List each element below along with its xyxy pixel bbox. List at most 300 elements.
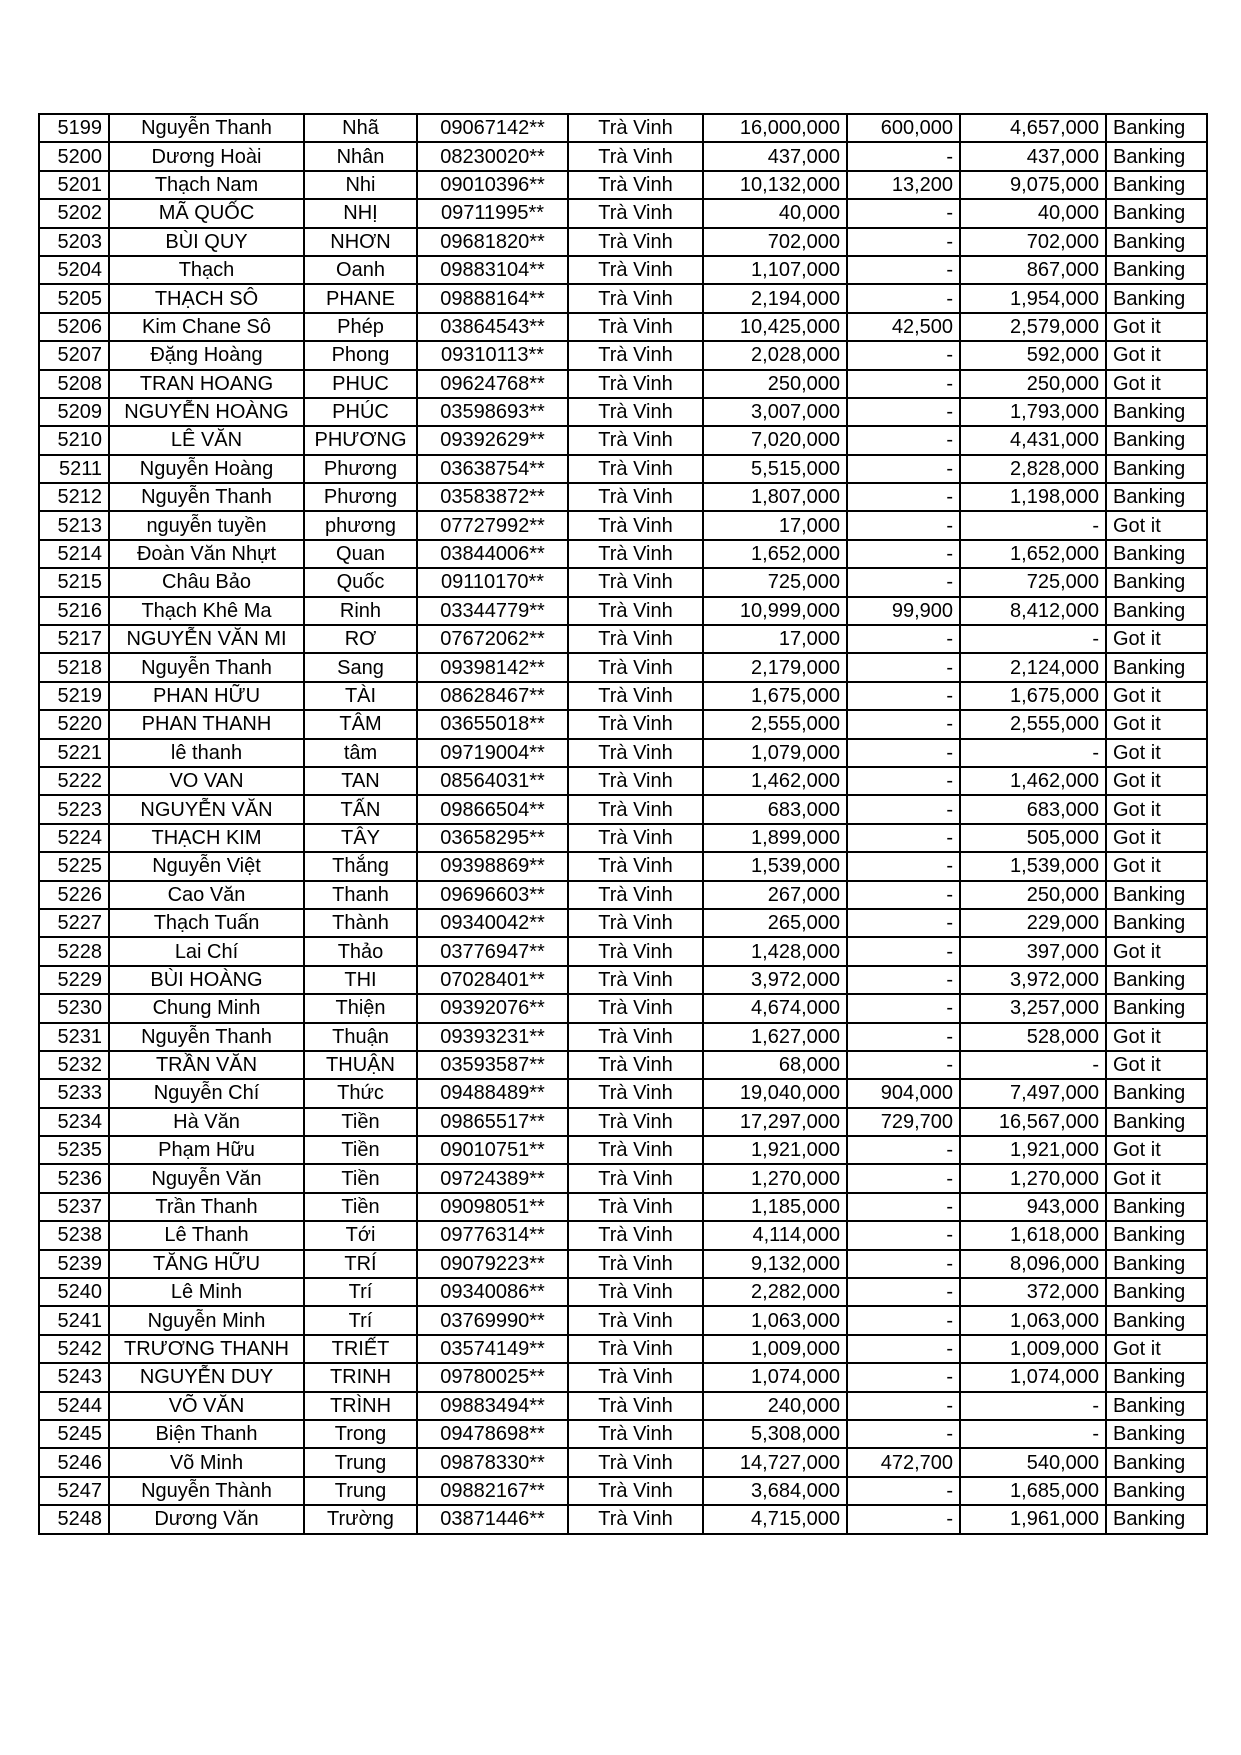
cell-amount: 3,684,000 (703, 1477, 847, 1505)
cell-method: Got it (1106, 795, 1207, 823)
cell-province: Trà Vinh (568, 256, 703, 284)
cell-index: 5202 (39, 199, 109, 227)
table-row (39, 199, 1207, 227)
cell-phone: 09696603** (417, 881, 568, 909)
cell-amount: 68,000 (703, 1051, 847, 1079)
cell-given-name: Tiền (304, 1193, 417, 1221)
cell-paid: 592,000 (960, 341, 1106, 369)
cell-province: Trà Vinh (568, 682, 703, 710)
cell-deduction: - (847, 625, 960, 653)
cell-method: Banking (1106, 256, 1207, 284)
cell-phone: 03844006** (417, 540, 568, 568)
cell-paid: 1,198,000 (960, 483, 1106, 511)
cell-method: Banking (1106, 568, 1207, 596)
cell-amount: 1,270,000 (703, 1164, 847, 1192)
cell-index: 5237 (39, 1193, 109, 1221)
cell-paid: 1,793,000 (960, 398, 1106, 426)
cell-deduction: - (847, 511, 960, 539)
cell-paid: 250,000 (960, 881, 1106, 909)
cell-paid: 1,063,000 (960, 1306, 1106, 1334)
cell-surname: MÃ QUỐC (109, 199, 304, 227)
cell-surname: Chung Minh (109, 994, 304, 1022)
table-row (39, 114, 1207, 142)
cell-deduction: - (847, 1420, 960, 1448)
cell-phone: 09098051** (417, 1193, 568, 1221)
table-row (39, 710, 1207, 738)
cell-deduction: - (847, 341, 960, 369)
cell-amount: 40,000 (703, 199, 847, 227)
cell-surname: PHAN THANH (109, 710, 304, 738)
data-table (38, 113, 1208, 1535)
cell-index: 5246 (39, 1448, 109, 1476)
cell-deduction: 600,000 (847, 114, 960, 142)
cell-given-name: Thắng (304, 852, 417, 880)
cell-amount: 250,000 (703, 370, 847, 398)
cell-method: Banking (1106, 171, 1207, 199)
cell-amount: 1,428,000 (703, 937, 847, 965)
cell-amount: 437,000 (703, 142, 847, 170)
cell-surname: Biện Thanh (109, 1420, 304, 1448)
cell-index: 5240 (39, 1278, 109, 1306)
cell-method: Banking (1106, 966, 1207, 994)
cell-amount: 17,297,000 (703, 1108, 847, 1136)
cell-province: Trà Vinh (568, 767, 703, 795)
cell-surname: Châu Bảo (109, 568, 304, 596)
cell-phone: 03598693** (417, 398, 568, 426)
cell-method: Got it (1106, 1023, 1207, 1051)
cell-given-name: Tiền (304, 1136, 417, 1164)
cell-given-name: PHƯƠNG (304, 426, 417, 454)
cell-given-name: Trí (304, 1306, 417, 1334)
cell-phone: 09724389** (417, 1164, 568, 1192)
cell-province: Trà Vinh (568, 710, 703, 738)
cell-paid: 1,074,000 (960, 1363, 1106, 1391)
cell-paid: 1,961,000 (960, 1505, 1106, 1533)
cell-method: Got it (1106, 767, 1207, 795)
cell-amount: 1,652,000 (703, 540, 847, 568)
cell-amount: 10,999,000 (703, 597, 847, 625)
cell-method: Banking (1106, 1250, 1207, 1278)
cell-surname: Nguyễn Thanh (109, 1023, 304, 1051)
cell-index: 5205 (39, 284, 109, 312)
cell-paid: - (960, 1392, 1106, 1420)
cell-paid: 1,921,000 (960, 1136, 1106, 1164)
cell-surname: Lê Thanh (109, 1221, 304, 1249)
cell-province: Trà Vinh (568, 511, 703, 539)
cell-phone: 08628467** (417, 682, 568, 710)
cell-surname: Cao Văn (109, 881, 304, 909)
cell-province: Trà Vinh (568, 1420, 703, 1448)
cell-paid: 505,000 (960, 824, 1106, 852)
cell-given-name: TAN (304, 767, 417, 795)
table-row (39, 398, 1207, 426)
cell-method: Banking (1106, 1278, 1207, 1306)
cell-amount: 1,675,000 (703, 682, 847, 710)
cell-province: Trà Vinh (568, 937, 703, 965)
cell-province: Trà Vinh (568, 966, 703, 994)
cell-index: 5243 (39, 1363, 109, 1391)
cell-paid: 2,579,000 (960, 313, 1106, 341)
cell-paid: 40,000 (960, 199, 1106, 227)
cell-index: 5213 (39, 511, 109, 539)
table-row (39, 994, 1207, 1022)
cell-amount: 2,194,000 (703, 284, 847, 312)
table-row (39, 341, 1207, 369)
cell-surname: TRAN HOANG (109, 370, 304, 398)
cell-given-name: Tới (304, 1221, 417, 1249)
cell-province: Trà Vinh (568, 455, 703, 483)
cell-amount: 1,627,000 (703, 1023, 847, 1051)
cell-phone: 09398869** (417, 852, 568, 880)
cell-amount: 9,132,000 (703, 1250, 847, 1278)
cell-amount: 2,555,000 (703, 710, 847, 738)
cell-paid: 9,075,000 (960, 171, 1106, 199)
cell-phone: 09888164** (417, 284, 568, 312)
cell-given-name: Trí (304, 1278, 417, 1306)
cell-index: 5200 (39, 142, 109, 170)
cell-phone: 03638754** (417, 455, 568, 483)
cell-method: Got it (1106, 739, 1207, 767)
cell-deduction: 472,700 (847, 1448, 960, 1476)
cell-province: Trà Vinh (568, 994, 703, 1022)
cell-index: 5209 (39, 398, 109, 426)
cell-amount: 2,028,000 (703, 341, 847, 369)
table-row (39, 171, 1207, 199)
cell-paid: 8,096,000 (960, 1250, 1106, 1278)
cell-given-name: TÂY (304, 824, 417, 852)
cell-paid: 540,000 (960, 1448, 1106, 1476)
cell-deduction: - (847, 1023, 960, 1051)
cell-deduction: - (847, 937, 960, 965)
cell-province: Trà Vinh (568, 1477, 703, 1505)
cell-index: 5224 (39, 824, 109, 852)
cell-paid: 1,675,000 (960, 682, 1106, 710)
cell-phone: 09398142** (417, 653, 568, 681)
cell-method: Banking (1106, 199, 1207, 227)
cell-phone: 09624768** (417, 370, 568, 398)
cell-province: Trà Vinh (568, 795, 703, 823)
cell-surname: THẠCH SÔ (109, 284, 304, 312)
table-row (39, 455, 1207, 483)
table-row (39, 511, 1207, 539)
cell-paid: 4,431,000 (960, 426, 1106, 454)
cell-phone: 03574149** (417, 1335, 568, 1363)
cell-given-name: TÀI (304, 682, 417, 710)
cell-index: 5245 (39, 1420, 109, 1448)
cell-amount: 1,079,000 (703, 739, 847, 767)
cell-paid: 4,657,000 (960, 114, 1106, 142)
cell-amount: 7,020,000 (703, 426, 847, 454)
cell-method: Banking (1106, 1108, 1207, 1136)
cell-index: 5232 (39, 1051, 109, 1079)
cell-index: 5207 (39, 341, 109, 369)
cell-method: Banking (1106, 909, 1207, 937)
cell-phone: 09865517** (417, 1108, 568, 1136)
cell-surname: NGUYỄN VĂN MI (109, 625, 304, 653)
cell-phone: 09711995** (417, 199, 568, 227)
cell-deduction: - (847, 568, 960, 596)
cell-deduction: - (847, 370, 960, 398)
cell-deduction: - (847, 1306, 960, 1334)
table-row (39, 795, 1207, 823)
table-row (39, 256, 1207, 284)
cell-given-name: TẤN (304, 795, 417, 823)
cell-surname: VÕ VĂN (109, 1392, 304, 1420)
cell-paid: 7,497,000 (960, 1079, 1106, 1107)
cell-method: Banking (1106, 994, 1207, 1022)
cell-given-name: Trường (304, 1505, 417, 1533)
cell-given-name: PHÚC (304, 398, 417, 426)
cell-amount: 10,425,000 (703, 313, 847, 341)
cell-paid: 2,555,000 (960, 710, 1106, 738)
cell-amount: 1,539,000 (703, 852, 847, 880)
cell-paid: 683,000 (960, 795, 1106, 823)
cell-phone: 03658295** (417, 824, 568, 852)
cell-surname: Nguyễn Việt (109, 852, 304, 880)
cell-surname: TRẦN VĂN (109, 1051, 304, 1079)
cell-given-name: Quốc (304, 568, 417, 596)
table-row (39, 1335, 1207, 1363)
cell-surname: THẠCH KIM (109, 824, 304, 852)
cell-province: Trà Vinh (568, 653, 703, 681)
cell-method: Got it (1106, 852, 1207, 880)
cell-paid: 229,000 (960, 909, 1106, 937)
cell-surname: NGUYỄN HOÀNG (109, 398, 304, 426)
table-row (39, 966, 1207, 994)
table-row (39, 597, 1207, 625)
cell-province: Trà Vinh (568, 171, 703, 199)
cell-index: 5221 (39, 739, 109, 767)
cell-phone: 09010396** (417, 171, 568, 199)
cell-method: Got it (1106, 341, 1207, 369)
table-row (39, 1392, 1207, 1420)
cell-surname: LÊ VĂN (109, 426, 304, 454)
cell-index: 5235 (39, 1136, 109, 1164)
cell-phone: 09488489** (417, 1079, 568, 1107)
cell-phone: 07727992** (417, 511, 568, 539)
cell-province: Trà Vinh (568, 1306, 703, 1334)
cell-phone: 07028401** (417, 966, 568, 994)
cell-surname: NGUYỄN VĂN (109, 795, 304, 823)
cell-deduction: - (847, 1164, 960, 1192)
cell-given-name: TRINH (304, 1363, 417, 1391)
cell-deduction: - (847, 1335, 960, 1363)
cell-surname: Hà Văn (109, 1108, 304, 1136)
cell-surname: Đặng Hoàng (109, 341, 304, 369)
cell-method: Banking (1106, 1477, 1207, 1505)
cell-amount: 19,040,000 (703, 1079, 847, 1107)
cell-index: 5208 (39, 370, 109, 398)
cell-paid: 1,009,000 (960, 1335, 1106, 1363)
cell-amount: 10,132,000 (703, 171, 847, 199)
cell-province: Trà Vinh (568, 852, 703, 880)
cell-amount: 5,515,000 (703, 455, 847, 483)
cell-index: 5219 (39, 682, 109, 710)
cell-given-name: Thức (304, 1079, 417, 1107)
cell-deduction: - (847, 682, 960, 710)
cell-surname: Đoàn Văn Nhựt (109, 540, 304, 568)
cell-amount: 267,000 (703, 881, 847, 909)
cell-phone: 09392076** (417, 994, 568, 1022)
cell-amount: 14,727,000 (703, 1448, 847, 1476)
cell-deduction: - (847, 1505, 960, 1533)
cell-paid: 1,652,000 (960, 540, 1106, 568)
cell-province: Trà Vinh (568, 1221, 703, 1249)
cell-surname: Võ Minh (109, 1448, 304, 1476)
table-row (39, 1420, 1207, 1448)
cell-deduction: 729,700 (847, 1108, 960, 1136)
cell-surname: Nguyễn Văn (109, 1164, 304, 1192)
table-row (39, 1221, 1207, 1249)
cell-province: Trà Vinh (568, 881, 703, 909)
cell-surname: NGUYỄN DUY (109, 1363, 304, 1391)
cell-given-name: Nhã (304, 114, 417, 142)
cell-amount: 4,715,000 (703, 1505, 847, 1533)
cell-given-name: Nhân (304, 142, 417, 170)
cell-surname: BÙI QUY (109, 228, 304, 256)
cell-province: Trà Vinh (568, 483, 703, 511)
cell-surname: nguyễn tuyền (109, 511, 304, 539)
cell-deduction: - (847, 1136, 960, 1164)
cell-index: 5238 (39, 1221, 109, 1249)
cell-given-name: Trung (304, 1448, 417, 1476)
cell-index: 5201 (39, 171, 109, 199)
cell-method: Banking (1106, 284, 1207, 312)
cell-method: Got it (1106, 313, 1207, 341)
cell-index: 5206 (39, 313, 109, 341)
cell-index: 5217 (39, 625, 109, 653)
cell-phone: 09340086** (417, 1278, 568, 1306)
cell-amount: 725,000 (703, 568, 847, 596)
cell-province: Trà Vinh (568, 426, 703, 454)
cell-amount: 1,462,000 (703, 767, 847, 795)
cell-deduction: 904,000 (847, 1079, 960, 1107)
cell-surname: Kim Chane Sô (109, 313, 304, 341)
table-row (39, 1505, 1207, 1533)
cell-index: 5211 (39, 455, 109, 483)
cell-deduction: - (847, 455, 960, 483)
cell-amount: 3,972,000 (703, 966, 847, 994)
cell-method: Got it (1106, 1136, 1207, 1164)
cell-given-name: Thiện (304, 994, 417, 1022)
cell-method: Banking (1106, 1392, 1207, 1420)
cell-method: Got it (1106, 1335, 1207, 1363)
cell-method: Banking (1106, 228, 1207, 256)
cell-phone: 09067142** (417, 114, 568, 142)
table-row (39, 1193, 1207, 1221)
cell-surname: Nguyễn Hoàng (109, 455, 304, 483)
cell-index: 5218 (39, 653, 109, 681)
cell-index: 5227 (39, 909, 109, 937)
cell-method: Banking (1106, 1193, 1207, 1221)
cell-surname: Dương Văn (109, 1505, 304, 1533)
cell-method: Banking (1106, 455, 1207, 483)
cell-province: Trà Vinh (568, 142, 703, 170)
table-row (39, 1023, 1207, 1051)
table-row (39, 540, 1207, 568)
cell-paid: 2,124,000 (960, 653, 1106, 681)
cell-phone: 09882167** (417, 1477, 568, 1505)
cell-deduction: - (847, 824, 960, 852)
cell-given-name: Oanh (304, 256, 417, 284)
cell-given-name: Phong (304, 341, 417, 369)
cell-deduction: - (847, 540, 960, 568)
table-row (39, 1051, 1207, 1079)
cell-index: 5236 (39, 1164, 109, 1192)
cell-phone: 07672062** (417, 625, 568, 653)
cell-paid: 702,000 (960, 228, 1106, 256)
cell-deduction: - (847, 739, 960, 767)
cell-deduction: - (847, 795, 960, 823)
table-row (39, 937, 1207, 965)
cell-amount: 2,179,000 (703, 653, 847, 681)
cell-phone: 03776947** (417, 937, 568, 965)
cell-deduction: - (847, 852, 960, 880)
cell-index: 5226 (39, 881, 109, 909)
cell-given-name: tâm (304, 739, 417, 767)
cell-phone: 09478698** (417, 1420, 568, 1448)
cell-index: 5222 (39, 767, 109, 795)
cell-surname: PHAN HỮU (109, 682, 304, 710)
cell-amount: 17,000 (703, 625, 847, 653)
cell-paid: 943,000 (960, 1193, 1106, 1221)
cell-method: Got it (1106, 824, 1207, 852)
cell-index: 5248 (39, 1505, 109, 1533)
cell-paid: 725,000 (960, 568, 1106, 596)
cell-method: Got it (1106, 625, 1207, 653)
cell-index: 5234 (39, 1108, 109, 1136)
cell-paid: - (960, 739, 1106, 767)
cell-phone: 08230020** (417, 142, 568, 170)
cell-given-name: Thuận (304, 1023, 417, 1051)
cell-given-name: THUẬN (304, 1051, 417, 1079)
cell-surname: TRƯƠNG THANH (109, 1335, 304, 1363)
cell-method: Got it (1106, 682, 1207, 710)
cell-index: 5231 (39, 1023, 109, 1051)
cell-phone: 03871446** (417, 1505, 568, 1533)
cell-paid: 437,000 (960, 142, 1106, 170)
cell-province: Trà Vinh (568, 1392, 703, 1420)
cell-deduction: - (847, 881, 960, 909)
cell-phone: 09079223** (417, 1250, 568, 1278)
cell-given-name: NHƠN (304, 228, 417, 256)
table-row (39, 284, 1207, 312)
cell-surname: Lê Minh (109, 1278, 304, 1306)
cell-index: 5223 (39, 795, 109, 823)
cell-phone: 08564031** (417, 767, 568, 795)
cell-surname: VO VAN (109, 767, 304, 795)
cell-method: Banking (1106, 597, 1207, 625)
cell-paid: 528,000 (960, 1023, 1106, 1051)
cell-province: Trà Vinh (568, 1079, 703, 1107)
cell-method: Banking (1106, 398, 1207, 426)
cell-paid: 16,567,000 (960, 1108, 1106, 1136)
cell-deduction: - (847, 1392, 960, 1420)
cell-paid: 1,539,000 (960, 852, 1106, 880)
cell-phone: 09340042** (417, 909, 568, 937)
cell-province: Trà Vinh (568, 1250, 703, 1278)
cell-method: Got it (1106, 511, 1207, 539)
table-row (39, 682, 1207, 710)
cell-province: Trà Vinh (568, 909, 703, 937)
cell-province: Trà Vinh (568, 1448, 703, 1476)
cell-phone: 09866504** (417, 795, 568, 823)
cell-province: Trà Vinh (568, 1108, 703, 1136)
cell-surname: TĂNG HỮU (109, 1250, 304, 1278)
cell-paid: 1,462,000 (960, 767, 1106, 795)
cell-deduction: - (847, 1193, 960, 1221)
table-row (39, 767, 1207, 795)
